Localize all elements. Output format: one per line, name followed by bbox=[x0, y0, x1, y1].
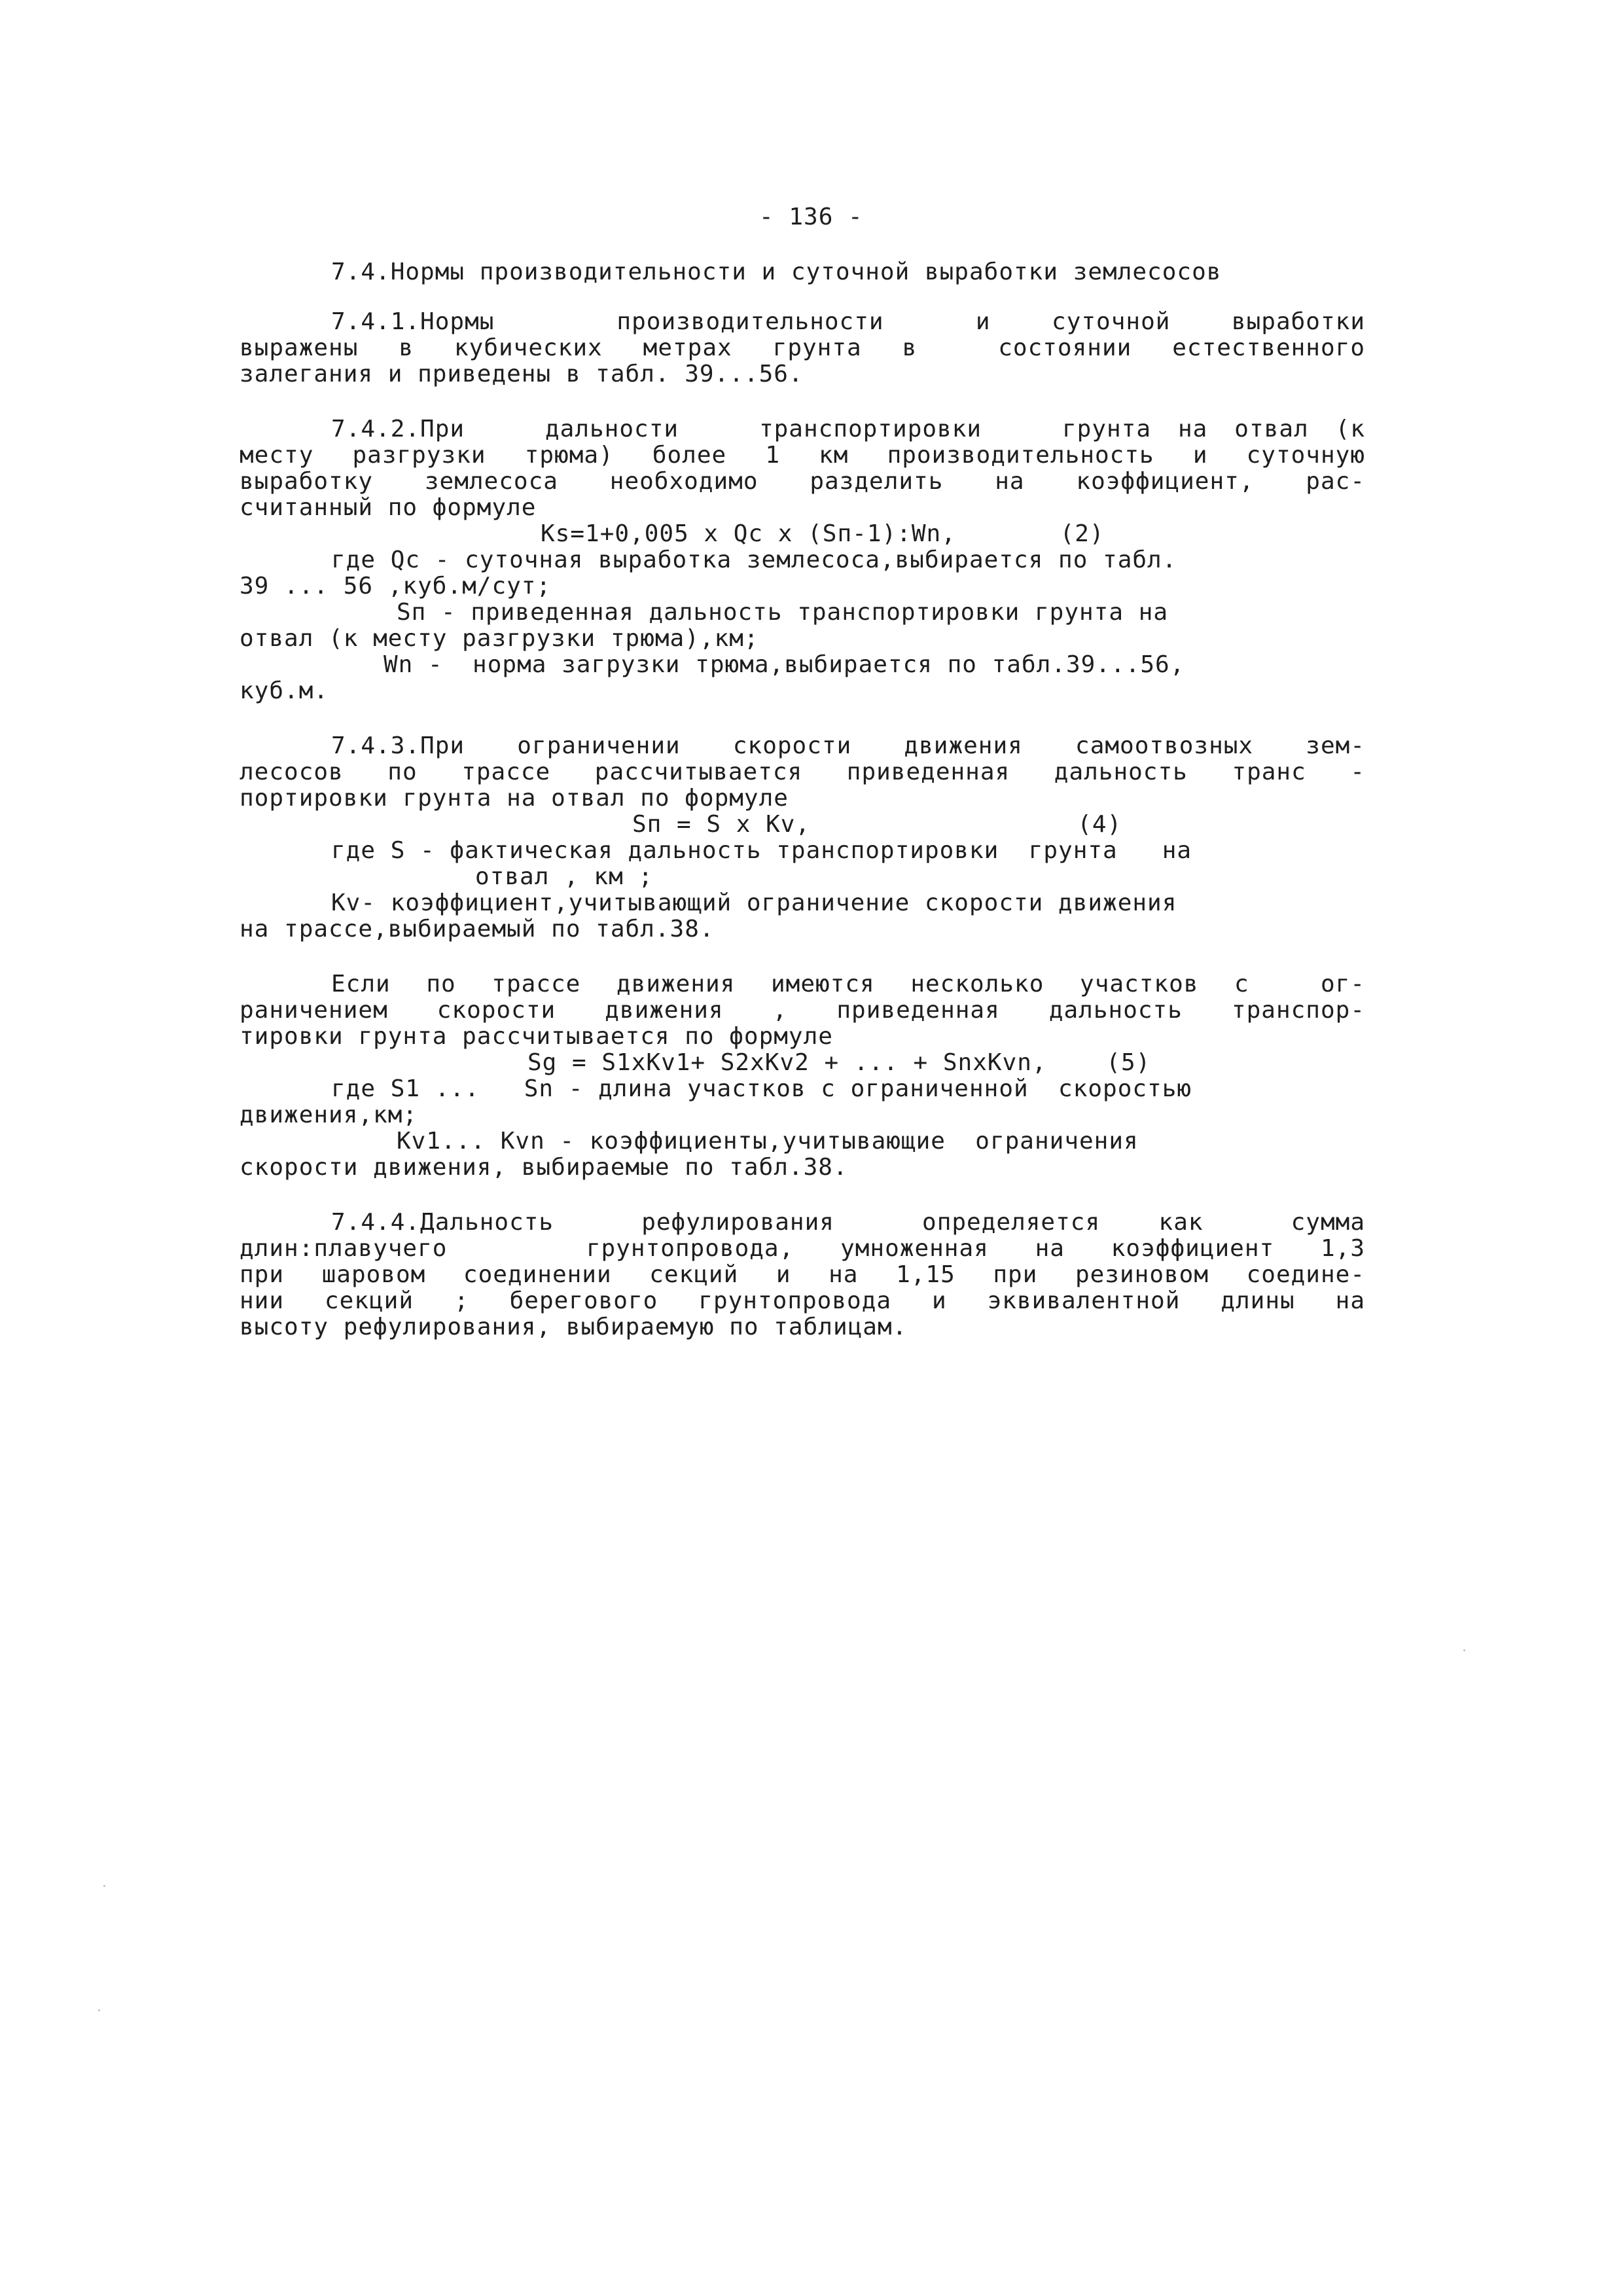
text-line: Wn - норма загрузки трюма,выбирается по табл.39...56, bbox=[383, 651, 1185, 678]
text-line: 7.4.3.При ограничении скорости движения самоотвозных зем- bbox=[331, 732, 1365, 759]
text-line: куб.м. bbox=[240, 677, 329, 704]
text-line: отвал (к месту разгрузки трюма),км; bbox=[240, 625, 759, 652]
formula-5: Sg = S1xKv1+ S2xKv2 + ... + SnxKvn, (5) bbox=[527, 1049, 1151, 1076]
text-line: выработку землесоса необходимо разделить на коэффициент, рас- bbox=[240, 468, 1365, 495]
text-line: лесосов по трассе рассчитывается приведенная дальность транс - bbox=[240, 759, 1365, 785]
text-line: залегания и приведены в табл. 39...56. bbox=[240, 361, 804, 387]
text-line: 7.4.2.При дальности транспортировки грунта на отвал (к bbox=[331, 416, 1365, 442]
scan-speck bbox=[1463, 1649, 1465, 1651]
text-line: движения,км; bbox=[240, 1102, 418, 1128]
text-line: при шаровом соединении секций и на 1,15 при резиновом соедине- bbox=[240, 1261, 1365, 1288]
text-line: Sп - приведенная дальность транспортировки грунта на bbox=[397, 599, 1169, 626]
text-line: на трассе,выбираемый по табл.38. bbox=[240, 916, 715, 942]
text-line: 7.4.4.Дальность рефулирования определяется как сумма bbox=[331, 1209, 1365, 1236]
scan-speck bbox=[103, 1885, 105, 1887]
text-line: выражены в кубических метрах грунта в состоянии естественного bbox=[240, 334, 1365, 361]
text-line: Если по трассе движения имеются несколько участков с ог- bbox=[331, 971, 1365, 997]
text-line: Kv1... Kvn - коэффициенты,учитывающие ограничения bbox=[397, 1128, 1139, 1155]
text-line: где Qc - суточная выработка землесоса,выбирается по табл. bbox=[331, 547, 1177, 573]
text-line: отвал , км ; bbox=[475, 863, 654, 890]
text-line: 7.4.1.Нормы производительности и суточной выработки bbox=[331, 308, 1365, 335]
text-line: длин:плавучего грунтопровода, умноженная на коэффициент 1,3 bbox=[240, 1235, 1365, 1262]
text-line: где S - фактическая дальность транспортировки грунта на bbox=[331, 837, 1192, 864]
text-line: месту разгрузки трюма) более 1 км производительность и суточную bbox=[240, 442, 1365, 469]
scan-speck bbox=[98, 2009, 100, 2011]
text-line: высоту рефулирования, выбираемую по таблицам. bbox=[240, 1314, 908, 1340]
text-line: где S1 ... Sn - длина участков с ограниченной скоростью bbox=[331, 1075, 1192, 1102]
formula-2: Ks=1+0,005 x Qc x (Sп-1):Wn, (2) bbox=[541, 520, 1105, 547]
text-line: Kv- коэффициент,учитывающий ограничение скорости движения bbox=[331, 889, 1177, 916]
text-line: считанный по формуле bbox=[240, 494, 537, 521]
text-line: нии секций ; берегового грунтопровода и эквивалентной длины на bbox=[240, 1287, 1365, 1314]
section-title: 7.4.Нормы производительности и суточной выработки землесосов bbox=[331, 259, 1222, 285]
text-line: раничением скорости движения , приведенная дальность транспор- bbox=[240, 997, 1365, 1024]
text-line: тировки грунта рассчитывается по формуле bbox=[240, 1023, 833, 1050]
text-line: скорости движения, выбираемые по табл.38. bbox=[240, 1154, 848, 1181]
text-line: портировки грунта на отвал по формуле bbox=[240, 785, 789, 812]
page-number: - 136 - bbox=[759, 204, 863, 230]
formula-4: Sп = S x Kv, (4) bbox=[632, 811, 1122, 838]
text-line: 39 ... 56 ,куб.м/сут; bbox=[240, 573, 552, 600]
